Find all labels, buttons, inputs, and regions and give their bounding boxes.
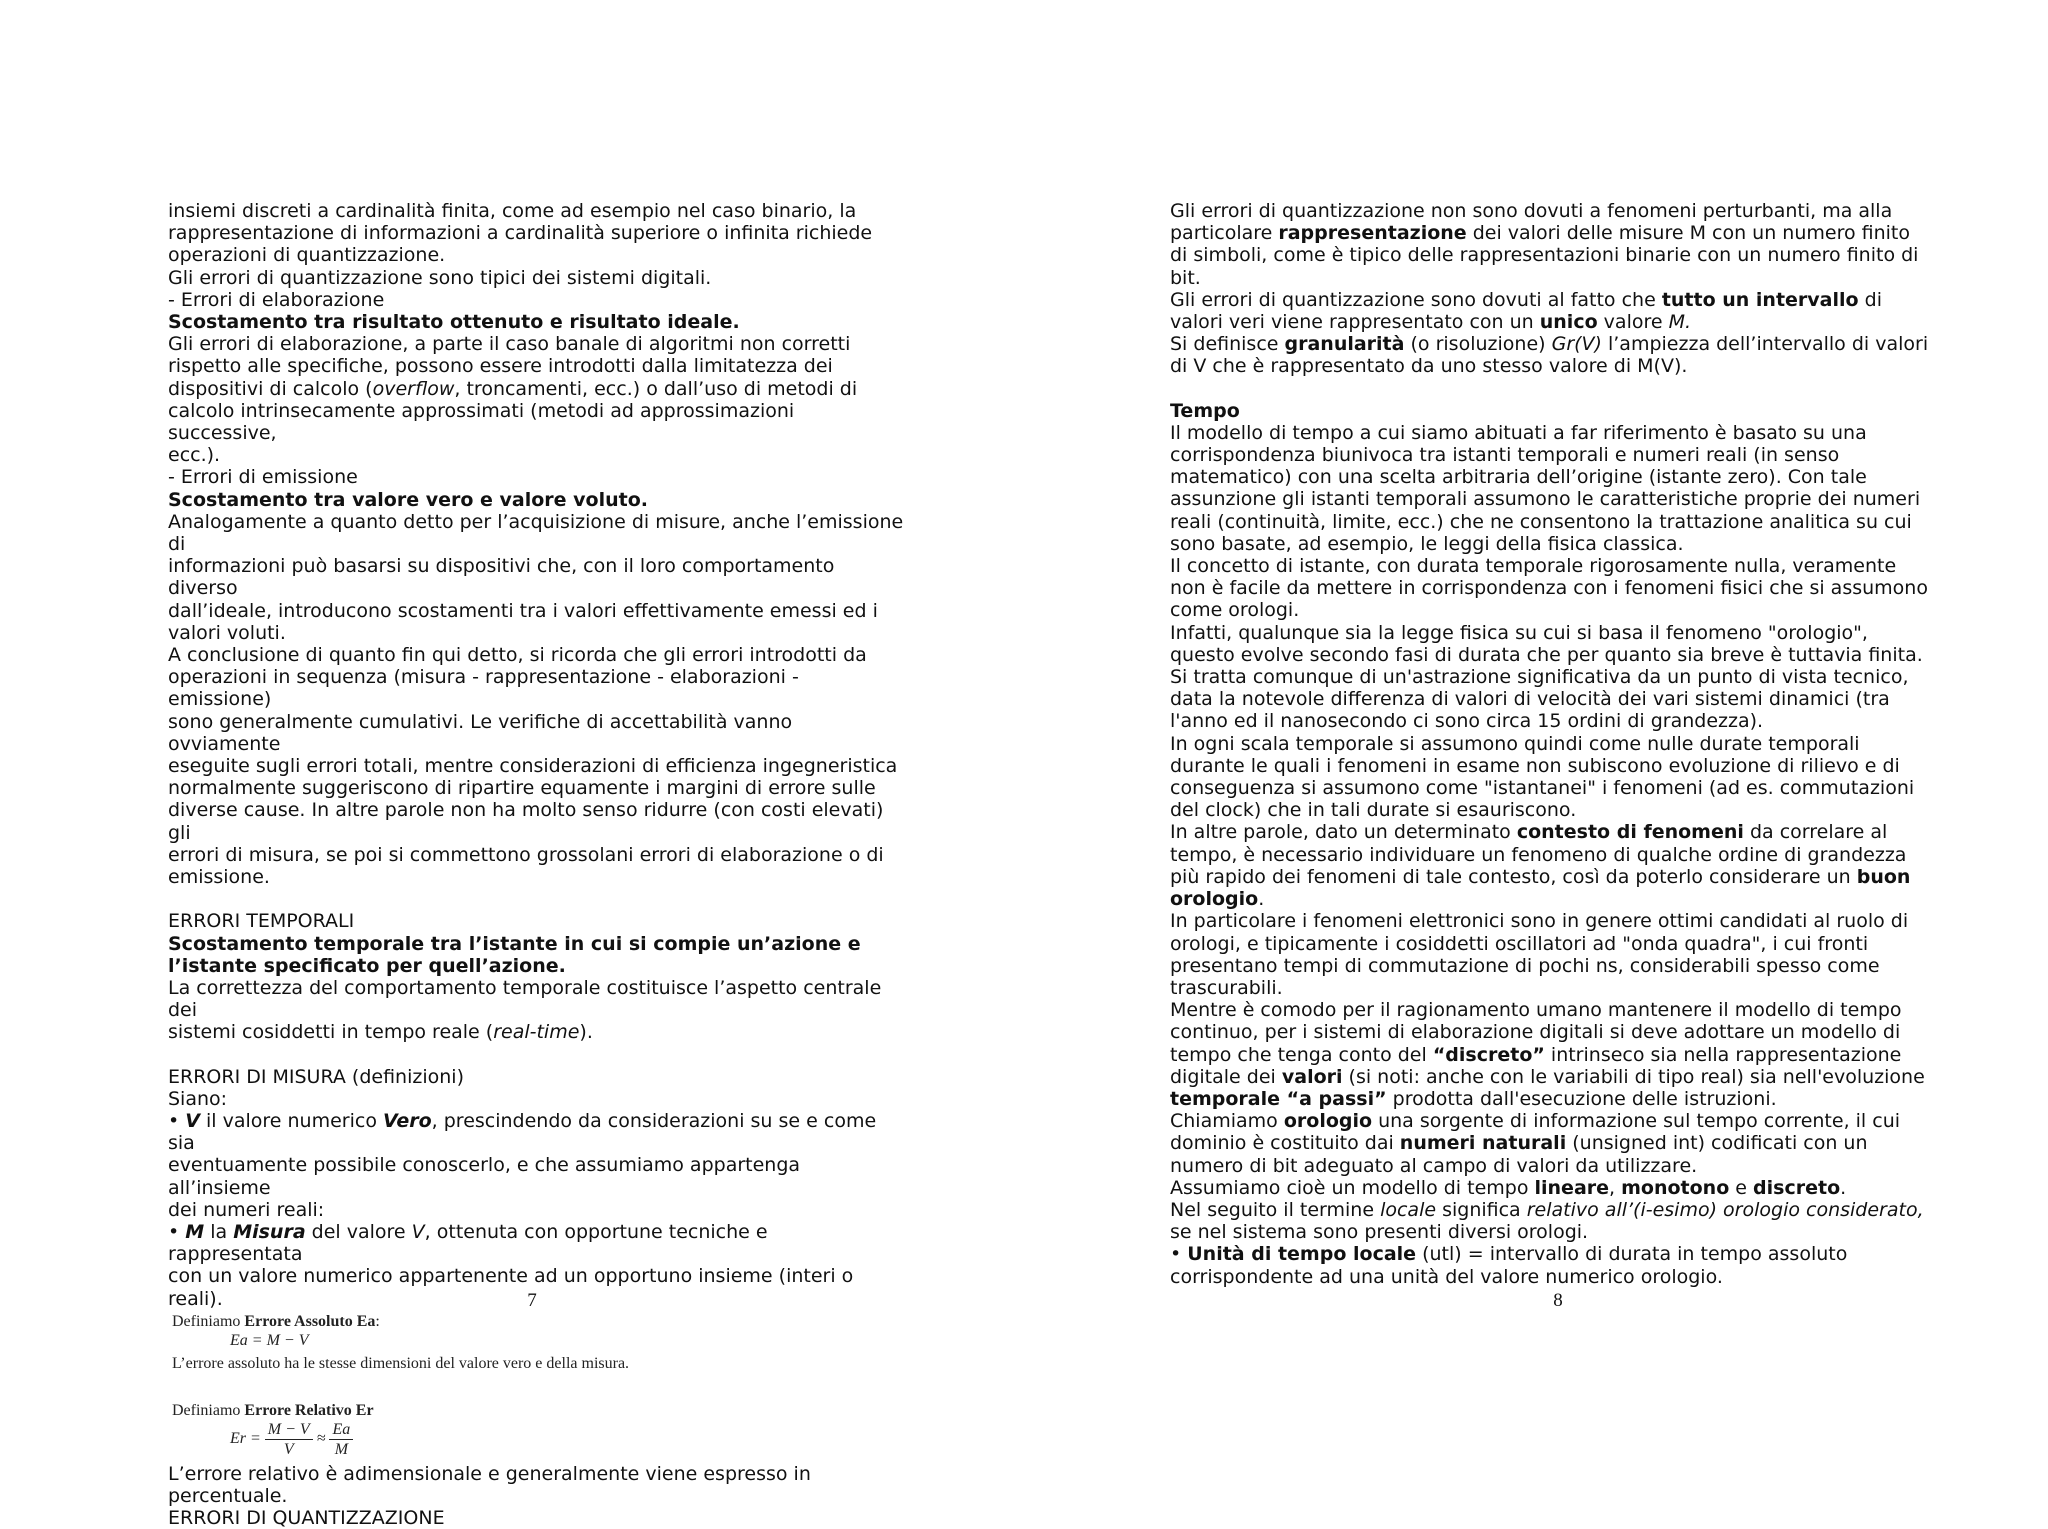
paragraph: Gli errori di elaborazione, a parte il caso banale di algoritmi non corretti rispetto alle specifiche, possono essere introdotti dalla limitatezza dei dispositivi di calcolo (overflow, troncamenti, ecc.) o dall’uso di metodi di calcolo intrinsecamente approssimati (metodi ad approssimazioni successive, ecc.). - Errori di emissione: [168, 333, 858, 489]
paragraph: L’errore relativo è adimensionale e generalmente viene espresso in percentuale.: [168, 1462, 811, 1507]
page-8-text-column: [1170, 200, 1930, 1288]
heading-tempo: Tempo: [1170, 399, 1240, 422]
heading-errori-temporali: ERRORI TEMPORALI: [168, 910, 355, 933]
page-number: 8: [1553, 1290, 1563, 1311]
paragraph-tempo: Il modello di tempo a cui siamo abituati a far riferimento è basato su una corrispondenza biunivoca tra istanti temporali e numeri reali (in senso matematico) con una scelta arbitraria dell’origine (istante zero). Con tale assunzione gli istanti temporali assumono le caratteristiche proprie dei numeri reali (continuità, limite, ecc.) che ne consentono la trattazione analitica su cui sono basate, ad esempio, le leggi della fisica classica. Il concetto di istante, con durata temporale rigorosamente nulla, veramente non è facile da mettere in corrispondenza con i fenomeni fisici che si assumono come orologi. Infatti, qualunque sia la legge fisica su cui si basa il fenomeno "orologio", questo evolve secondo fasi di durata che per quanto sia breve è tuttavia finita. Si tratta comunque di un'astrazione significativa da un punto di vista tecnico, data la notevole differenza di valori di velocità dei vari sistemi dinamici (tra l'anno ed il nanosecondo ci sono circa 15 ordini di grandezza). In ogni scala temporale si assumono quindi come nulle durate temporali durante le quali i fenomeni in esame non subiscono evoluzione di rilievo e di conseguenza si assumono come "istantanei" i fenomeni (ad es. commutazioni del clock) che in tali durate si esauriscono. In altre parole, dato un determinato contesto di fenomeni da correlare al tempo, è necessario individuare un fenomeno di qualche ordine di grandezza più rapido dei fenomeni di tale contesto, così da poterlo considerare un buon orologio. In particolare i fenomeni elettronici sono in genere ottimi candidati al ruolo di orologi, e tipicamente i cosiddetti oscillatori ad "onda quadra", i cui fronti presentano tempi di commutazione di pochi ns, considerabili spesso come trascurabili. Mentre è comodo per il ragionamento umano mantenere il modello di tempo continuo, per i sistemi di elaborazione digitali si deve adottare un modello di tempo che tenga conto del “discreto” intrinseco sia nella rappresentazione digitale dei valori (si noti: anche con le variabili di tipo real) sia nell'evoluzione temporale “a passi” prodotta dall'esecuzione delle istruzioni. Chiamiamo orologio una sorgente di informazione sul tempo corrente, il cui dominio è costituito dai numeri naturali (unsigned int) codificati con un numero di bit adeguato al campo di valori da utilizzare. Assumiamo cioè un modello di tempo lineare, monotono e discreto. Nel seguito il termine locale significa relativo all’(i-esimo) orologio considerato, se nel sistema sono presenti diversi orologi. • Unità di tempo locale (utl) = intervallo di durata in tempo assoluto corrispondente ad una unità del valore numerico orologio.: [1170, 421, 1928, 1288]
paragraph: La correttezza del comportamento temporale costituisce l’aspetto centrale dei sistemi cosiddetti in tempo reale (real-time).: [168, 976, 882, 1044]
fraction: $\frac{M - V}{V}$: [265, 1420, 313, 1459]
page-8: [1024, 0, 2048, 1448]
subheading-elaborazione: Scostamento tra risultato ottenuto e risultato ideale.: [168, 311, 740, 334]
heading-errori-di-misura: ERRORI DI MISURA (definizioni): [168, 1065, 464, 1088]
bullet-m: • M la Misura del valore V, ottenuta con opportune tecniche e rappresentata con un valore numerico appartenente ad un opportuno insieme (interi o reali).: [168, 1220, 854, 1310]
paragraph: Analogamente a quanto detto per l’acquisizione di misure, anche l’emissione di informazioni può basarsi su dispositivi che, con il loro comportamento diverso dall’ideale, introducono scostamenti tra i valori effettivamente emessi ed i valori voluti. A conclusione di quanto fin qui detto, si ricorda che gli errori introdotti da operazioni in sequenza (misura - rappresentazione - elaborazioni - emissione) sono generalmente cumulativi. Le verifiche di accettabilità vanno ovviamente eseguite sugli errori totali, mentre considerazioni di efficienza ingegneristica normalmente suggeriscono di ripartire equamente i margini di errore sulle diverse cause. In altre parole non ha molto senso ridurre (con costi elevati) gli errori di misura, se poi si commettono grossolani errori di elaborazione o di emissione.: [168, 510, 904, 889]
paragraph: Siano:: [168, 1087, 228, 1110]
paragraph-quantizzazione: Gli errori di quantizzazione non sono dovuti a fenomeni perturbanti, ma alla particolare rappresentazione dei valori delle misure M con un numero finito di simboli, come è tipico delle rappresentazioni binarie con un numero finito di bit. Gli errori di quantizzazione sono dovuti al fatto che tutto un intervallo di valori veri viene rappresentato con un unico valore M. Si definisce granularità (o risoluzione) Gr(V) l’ampiezza dell’intervallo di valori di V che è rappresentato da uno stesso valore di M(V).: [1170, 200, 1929, 378]
fraction: $\frac{Ea}{M}$: [329, 1420, 353, 1459]
page-7-text-column: [168, 200, 908, 1529]
page-number: 7: [527, 1290, 537, 1311]
subheading-temporali: Scostamento temporale tra l’istante in cui si compie un’azione e l’istante specificato per quell’azione.: [168, 932, 861, 977]
paragraph: insiemi discreti a cardinalità finita, come ad esempio nel caso binario, la rappresentazione di informazioni a cardinalità superiore o infinita richiede operazioni di quantizzazione. Gli errori di quantizzazione sono tipici dei sistemi digitali. - Errori di elaborazione: [168, 200, 873, 311]
subheading-emissione: Scostamento tra valore vero e valore voluto.: [168, 488, 648, 511]
bullet-v: • V il valore numerico Vero, prescindendo da considerazioni su se e come sia eventuamente possibile conoscerlo, e che assumiamo appartenga all’insieme dei numeri reali:: [168, 1109, 877, 1221]
heading-errori-di-quantizzazione: ERRORI DI QUANTIZZAZIONE: [168, 1507, 445, 1529]
formula-errore-relativo: Definiamo Errore Relativo Er Er = $\frac{M - V}{V}$ ≈ $\frac{Ea}{M}$: [172, 1401, 374, 1458]
formula-errore-assoluto: Definiamo Errore Assoluto Ea: Ea = M − V L’errore assoluto ha le stesse dimensioni del valore vero e della misura.: [172, 1312, 630, 1372]
